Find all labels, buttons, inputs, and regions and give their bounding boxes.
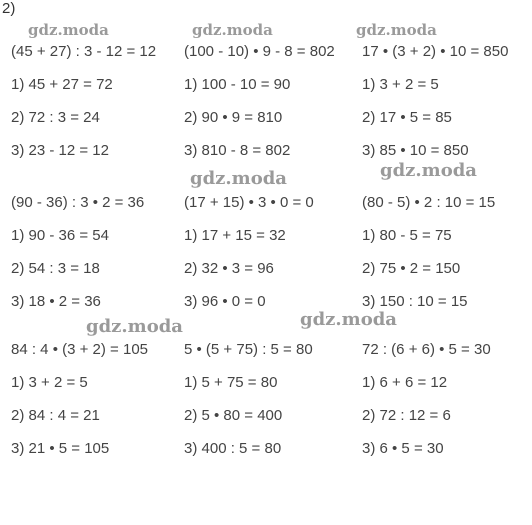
expression: (90 - 36) : 3 • 2 = 36: [11, 194, 145, 211]
watermark-logo: gdz.moda: [380, 160, 477, 181]
solution-step: 2) 90 • 9 = 810: [184, 109, 283, 126]
watermark-logo: gdz.moda: [300, 309, 397, 330]
solution-step: 1) 5 + 75 = 80: [184, 374, 278, 391]
solution-step: 3) 150 : 10 = 15: [362, 293, 468, 310]
solution-step: 1) 90 - 36 = 54: [11, 227, 109, 244]
solution-step: 3) 400 : 5 = 80: [184, 440, 282, 457]
solution-step: 1) 100 - 10 = 90: [184, 76, 291, 93]
solution-step: 2) 72 : 3 = 24: [11, 109, 100, 126]
solution-step: 2) 5 • 80 = 400: [184, 407, 283, 424]
watermark-logo: gdz.moda: [192, 21, 273, 39]
expression: (45 + 27) : 3 - 12 = 12: [11, 43, 157, 60]
watermark-logo: gdz.moda: [190, 168, 287, 189]
expression: 5 • (5 + 75) : 5 = 80: [184, 341, 313, 358]
solution-step: 3) 810 - 8 = 802: [184, 142, 291, 159]
watermark-logo: gdz.moda: [356, 21, 437, 39]
solution-step: 3) 18 • 2 = 36: [11, 293, 101, 310]
expression: 72 : (6 + 6) • 5 = 30: [362, 341, 491, 358]
solution-step: 3) 96 • 0 = 0: [184, 293, 266, 310]
solution-step: 3) 21 • 5 = 105: [11, 440, 110, 457]
solution-step: 1) 80 - 5 = 75: [362, 227, 452, 244]
solution-step: 2) 72 : 12 = 6: [362, 407, 451, 424]
solution-step: 2) 54 : 3 = 18: [11, 260, 100, 277]
expression: (100 - 10) • 9 - 8 = 802: [184, 43, 335, 60]
solution-step: 2) 32 • 3 = 96: [184, 260, 274, 277]
solution-step: 1) 3 + 2 = 5: [11, 374, 88, 391]
watermark-logo: gdz.moda: [28, 21, 109, 39]
solution-step: 3) 85 • 10 = 850: [362, 142, 469, 159]
solution-step: 1) 6 + 6 = 12: [362, 374, 448, 391]
solution-step: 3) 23 - 12 = 12: [11, 142, 109, 159]
expression: (80 - 5) • 2 : 10 = 15: [362, 194, 496, 211]
expression: (17 + 15) • 3 • 0 = 0: [184, 194, 314, 211]
expression: 84 : 4 • (3 + 2) = 105: [11, 341, 149, 358]
solution-step: 1) 3 + 2 = 5: [362, 76, 439, 93]
solution-step: 3) 6 • 5 = 30: [362, 440, 444, 457]
solution-step: 2) 84 : 4 = 21: [11, 407, 100, 424]
solution-step: 2) 75 • 2 = 150: [362, 260, 461, 277]
exercise-number: 2): [2, 0, 16, 17]
solution-step: 1) 45 + 27 = 72: [11, 76, 113, 93]
expression: 17 • (3 + 2) • 10 = 850: [362, 43, 509, 60]
solution-step: 1) 17 + 15 = 32: [184, 227, 286, 244]
watermark-logo: gdz.moda: [86, 316, 183, 337]
solution-step: 2) 17 • 5 = 85: [362, 109, 452, 126]
